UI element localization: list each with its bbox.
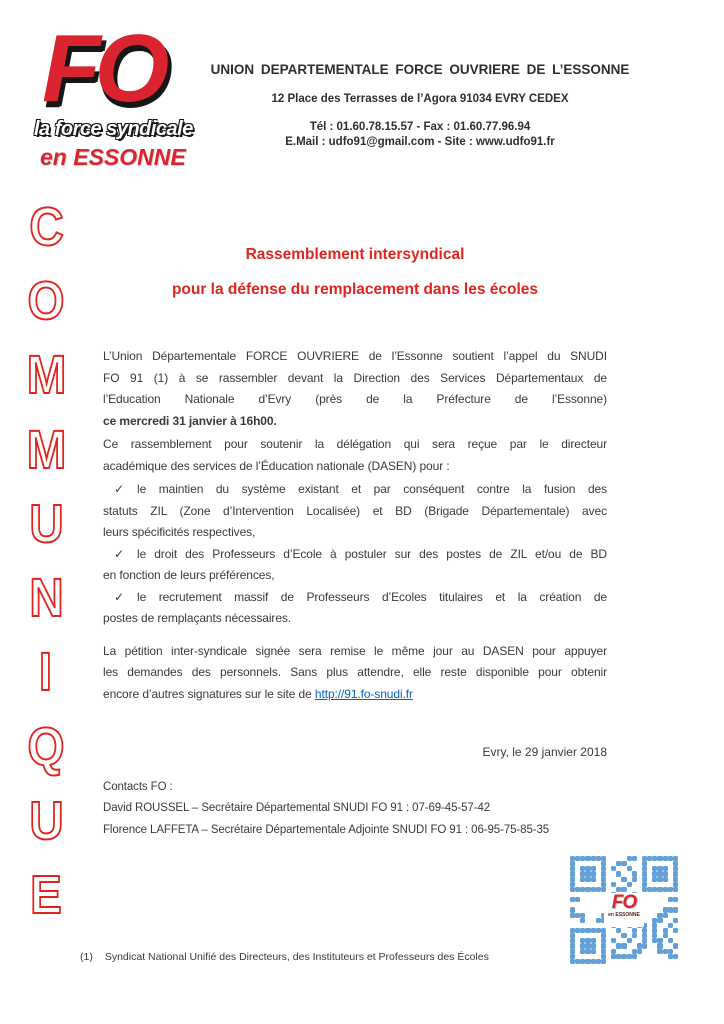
- text-line: postes de remplaçants nécessaires.: [103, 611, 292, 625]
- bullet-item: [103, 479, 607, 501]
- text-line-bold: ce mercredi 31 janvier à 16h00.: [103, 413, 277, 428]
- text-line: les demandes des personnels. Sans plus attendre, elle reste disponible pour obtenir: [103, 665, 607, 679]
- footnote-marker: (1): [80, 951, 93, 963]
- check-icon: ✓: [114, 482, 124, 496]
- org-email-site: E.Mail : udfo91@gmail.com - Site : www.udfo91.fr: [285, 136, 555, 148]
- fo-logo-text: FO: [42, 15, 164, 122]
- org-name: UNION DEPARTEMENTALE FORCE OUVRIERE DE L’ESSONNE: [210, 62, 630, 77]
- main-column: [103, 246, 607, 841]
- text-line: l’Education Nationale d’Evry (près de la Préfecture de l’Essonne): [103, 392, 607, 406]
- petition-site-link[interactable]: http://91.fo-snudi.fr: [314, 686, 413, 701]
- communique-letter: I: [39, 642, 53, 703]
- contacts-title: Contacts FO :: [103, 780, 173, 793]
- communique-letter: U: [28, 493, 64, 554]
- text-line: académique des services de l’Éducation nationale (DASEN) pour :: [103, 458, 450, 473]
- bullet-item: [103, 587, 607, 609]
- fo-mini-logo-tagline: en ESSONNE: [608, 912, 640, 918]
- link-prefix-text: encore d’autres signatures sur le site de: [103, 686, 315, 701]
- text-line: L’Union Départementale FORCE OUVRIERE de l’Essonne soutient l’appel du SNUDI: [103, 349, 607, 363]
- paragraph-2: [103, 434, 607, 477]
- communique-letter: O: [27, 271, 65, 332]
- qr-center-logo: [604, 893, 644, 927]
- text-line: Ce rassemblement pour soutenir la délégation qui sera reçue par le directeur: [103, 437, 607, 451]
- communique-letter: C: [28, 197, 64, 257]
- bullet-text: le recrutement massif de Professeurs d’Ecoles titulaires et la création de: [137, 589, 607, 604]
- contact-line: Florence LAFFETA – Secrétaire Départementale Adjointe SNUDI FO 91 : 06-95-75-85-35: [103, 823, 550, 836]
- check-icon: ✓: [114, 589, 124, 604]
- date-place-line: Evry, le 29 janvier 2018: [482, 745, 607, 759]
- fo-logo: [34, 15, 193, 178]
- qr-code: [568, 854, 680, 966]
- paragraph-3: [103, 641, 607, 706]
- check-icon: ✓: [114, 546, 124, 561]
- fo-mini-logo-text: FO: [611, 892, 637, 913]
- text-line: statuts ZIL (Zone d’Intervention Localisée) et BD (Brigade Départementale) avec: [103, 503, 607, 518]
- text-line: [103, 684, 607, 706]
- letterhead: [185, 62, 655, 148]
- communique-letter: M: [26, 419, 66, 480]
- communique-letter: U: [28, 790, 64, 851]
- bullet-text: le maintien du système existant et par conséquent contre la fusion des: [137, 482, 607, 496]
- text-line: FO 91 (1) à se rassembler devant la Direction des Services Départementaux de: [103, 370, 607, 385]
- contacts-block: [103, 777, 607, 842]
- footnote: [80, 951, 489, 963]
- title-line-2: pour la défense du remplacement dans les écoles: [171, 281, 539, 298]
- communique-letter: N: [28, 568, 64, 629]
- text-line: La pétition inter-syndicale signée sera remise le même jour au DASEN pour appuyer: [103, 643, 607, 658]
- bullet-list: [103, 479, 607, 630]
- org-address: 12 Place des Terrasses de l’Agora 91034 EVRY CEDEX: [271, 93, 569, 105]
- org-tel-fax: Tél : 01.60.78.15.57 - Fax : 01.60.77.96.94: [309, 121, 531, 133]
- communique-letter: Q: [27, 716, 65, 777]
- text-line: en fonction de leurs préférences,: [103, 568, 275, 582]
- bullet-text: le droit des Professeurs d’Ecole à postuler sur des postes de ZIL et/ou de BD: [137, 546, 607, 561]
- communique-vertical-text: [16, 197, 76, 925]
- communique-letter: E: [30, 864, 62, 925]
- paragraph-1: [103, 346, 607, 432]
- communique-letter: M: [26, 345, 66, 406]
- title-line-1: Rassemblement intersyndical: [245, 246, 465, 263]
- text-line: leurs spécificités respectives,: [103, 525, 256, 539]
- fo-logo-tagline: la force syndicale: [34, 118, 193, 140]
- contact-line: David ROUSSEL – Secrétaire Départemental SNUDI FO 91 : 07-69-45-57-42: [103, 802, 491, 814]
- bullet-item: [103, 544, 607, 566]
- fo-logo-region: en ESSONNE: [40, 144, 186, 170]
- footnote-text: Syndicat National Unifié des Directeurs, des Instituteurs et Professeurs des Écoles: [104, 951, 489, 963]
